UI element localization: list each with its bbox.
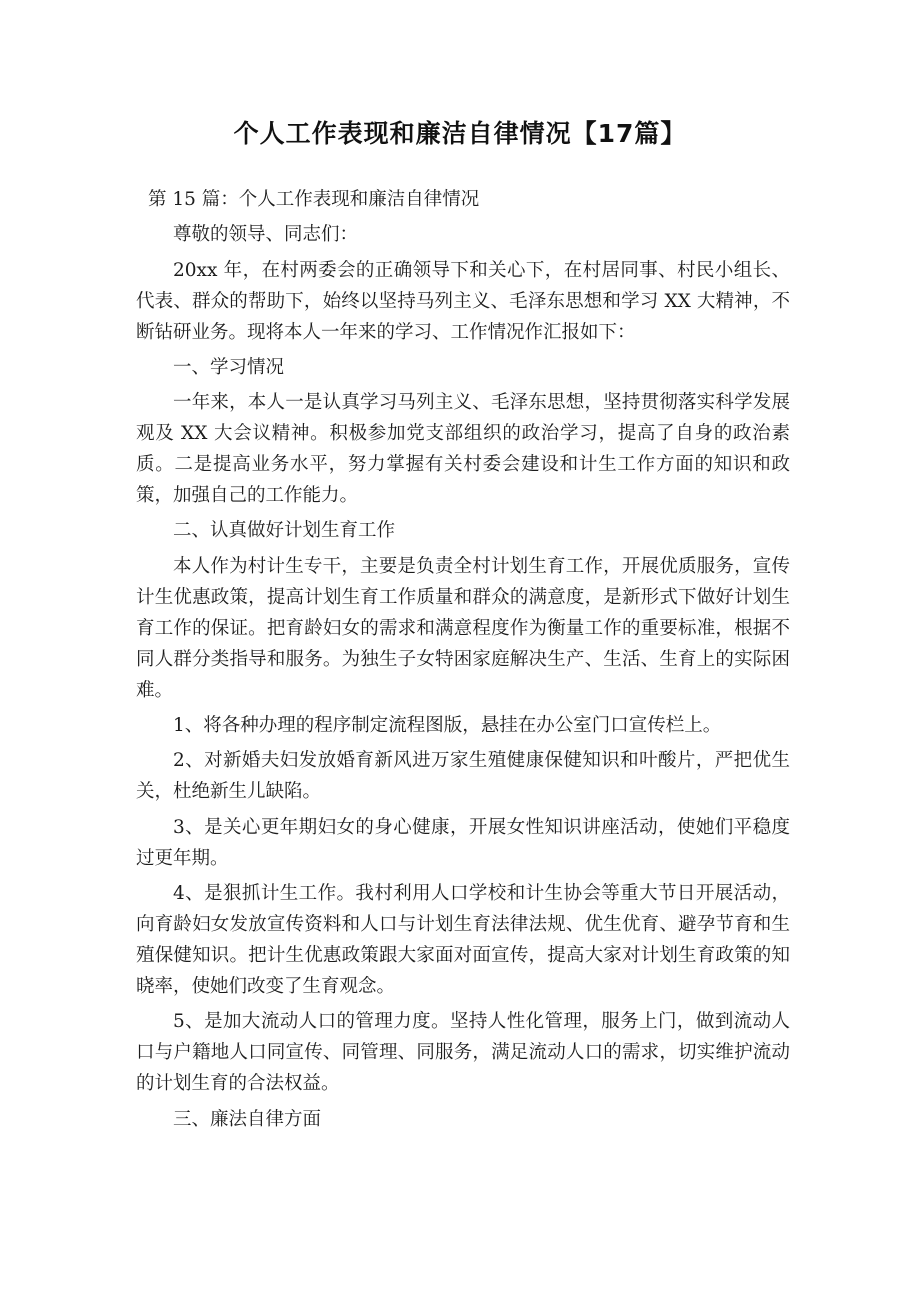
chapter-heading: 第 15 篇：个人工作表现和廉洁自律情况 (148, 189, 480, 210)
list-item: 1、将各种办理的程序制定流程图版，悬挂在办公室门口宣传栏上。 (173, 715, 722, 737)
paragraph: 一年来，本人一是认真学习马列主义、毛泽东思想，坚持贯彻落实科学发展观及 XX 大会议精神。积极参加党支部组织的政治学习，提高了自身的政治素质。二是提高业务水平，努力掌握有关村委会建设和计生工作方面的知识和政策，加强自己的工作能力。 (136, 392, 790, 507)
document-title: 个人工作表现和廉洁自律情况【17篇】 (233, 119, 687, 148)
section-heading: 三、廉法自律方面 (173, 1108, 322, 1130)
section-heading: 二、认真做好计划生育工作 (173, 520, 396, 542)
list-item: 5、是加大流动人口的管理力度。坚持人性化管理，服务上门，做到流动人口与户籍地人口同宣传、同管理、同服务，满足流动人口的需求，切实维护流动的计划生育的合法权益。 (136, 1011, 790, 1095)
paragraph: 本人作为村计生专干，主要是负责全村计划生育工作，开展优质服务，宣传计生优惠政策，提高计划生育工作质量和群众的满意度，是新形式下做好计划生育工作的保证。把育龄妇女的需求和满意程度作为衡量工作的重要标准，根据不同人群分类指导和服务。为独生子女特困家庭解决生产、生活、生育上的实际困难。 (136, 555, 790, 701)
section-heading: 一、学习情况 (173, 356, 285, 378)
list-item: 2、对新婚夫妇发放婚育新风进万家生殖健康保健知识和叶酸片，严把优生关，杜绝新生儿缺陷。 (136, 750, 790, 803)
list-item: 3、是关心更年期妇女的身心健康，开展女性知识讲座活动，使她们平稳度过更年期。 (136, 816, 790, 869)
document-body (136, 184, 790, 1139)
list-item: 4、是狠抓计生工作。我村利用人口学校和计生协会等重大节日开展活动，向育龄妇女发放宣传资料和人口与计划生育法律法规、优生优育、避孕节育和生殖保健知识。把计生优惠政策跟大家面对面宣传，提高大家对计划生育政策的知晓率，使她们改变了生育观念。 (136, 882, 790, 997)
paragraph: 20xx 年，在村两委会的正确领导下和关心下，在村居同事、村民小组长、代表、群众的帮助下，始终以坚持马列主义、毛泽东思想和学习 XX 大精神，不断钻研业务。现将本人一年来的学习、工作情况作汇报如下： (136, 259, 790, 343)
greeting: 尊敬的领导、同志们： (173, 224, 359, 246)
